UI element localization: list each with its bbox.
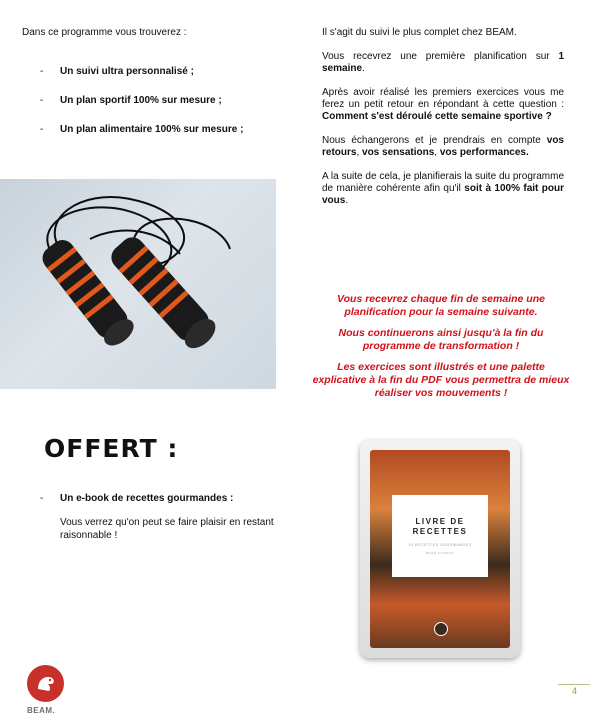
paragraph-text: Il s'agit du suivi le plus complet chez BEAM. [322, 27, 517, 38]
highlight-note: Vous recevrez chaque fin de semaine une planification pour la semaine suivante. [337, 293, 545, 318]
recipe-book-cover-image [370, 450, 510, 648]
book-title [392, 517, 488, 537]
paragraph-text: A la suite de cela, je planifierais la suite du programme de manière cohérente afin qu'il [322, 171, 564, 194]
emphasis-text: vos performances. [439, 147, 529, 158]
paragraph-text: , [356, 147, 363, 158]
feature-text: Un suivi ultra personnalisé ; [60, 66, 194, 77]
program-features-list [40, 66, 243, 153]
paragraph-text: Nous échangerons et je prendrais en compte [322, 135, 547, 146]
ebook-title: Un e-book de recettes gourmandes : [60, 493, 234, 504]
paragraph [322, 51, 564, 75]
paragraph [322, 87, 564, 123]
paragraph-text: Après avoir réalisé les premiers exercices vous me ferez un petit retour en répondant à cette question : [322, 87, 564, 110]
program-description [322, 27, 564, 219]
list-item [40, 66, 243, 95]
emphasis-text: 1 semaine [322, 51, 564, 74]
emphasis-text: Comment s'est déroulé cette semaine sportive ? [322, 111, 552, 122]
book-logo-icon [434, 622, 448, 636]
feature-text: Un plan sportif 100% sur mesure ; [60, 95, 222, 106]
program-intro: Dans ce programme vous trouverez : [22, 27, 187, 38]
emphasis-text: vos retours [322, 135, 564, 158]
highlight-notes [310, 293, 572, 408]
book-cover-panel [392, 495, 488, 577]
jump-rope-photo [0, 179, 276, 389]
paragraph-text: Vous recevrez une première planification sur [322, 51, 559, 62]
highlight-note: Les exercices sont illustrés et une palette explicative à la fin du PDF vous permettra de mieux réaliser vos mouvements ! [312, 361, 570, 399]
emphasis-text: soit à 100% fait pour vous [322, 183, 565, 206]
paragraph [322, 135, 564, 159]
page-number-rule [558, 684, 590, 685]
bullet-dash: - [40, 493, 44, 504]
ebook-offer [40, 493, 300, 542]
list-item [40, 95, 243, 124]
book-title-line: RECETTES [412, 527, 468, 536]
bullet-dash: - [40, 66, 44, 77]
beam-logo-icon [27, 665, 64, 702]
list-item [40, 124, 243, 153]
bullet-dash: - [40, 95, 44, 106]
jump-rope-illustration [0, 179, 276, 389]
paragraph [322, 171, 564, 207]
emphasis-text: vos sensations [362, 147, 435, 158]
paragraph-text: , [434, 147, 440, 158]
paragraph-text: . [362, 63, 365, 74]
book-title-line: LIVRE DE [415, 517, 465, 526]
book-author: BEAM FITNESS [425, 551, 454, 555]
recipe-book-tablet [360, 440, 520, 658]
bullet-dash: - [40, 124, 44, 135]
page-number: 4 [572, 686, 578, 696]
list-item [40, 493, 300, 504]
brand-name: BEAM. [27, 706, 56, 715]
feature-text: Un plan alimentaire 100% sur mesure ; [60, 124, 244, 135]
ebook-description: Vous verrez qu'on peut se faire plaisir en restant raisonnable ! [60, 517, 274, 541]
offert-title: OFFERT : [44, 434, 179, 463]
paragraph [322, 27, 564, 39]
highlight-note: Nous continuerons ainsi jusqu'à la fin du programme de transformation ! [338, 327, 544, 352]
book-subtitle: 15 RECETTES GOURMANDES [408, 543, 472, 547]
paragraph-text: . [345, 195, 349, 206]
logo-mark [27, 665, 64, 702]
